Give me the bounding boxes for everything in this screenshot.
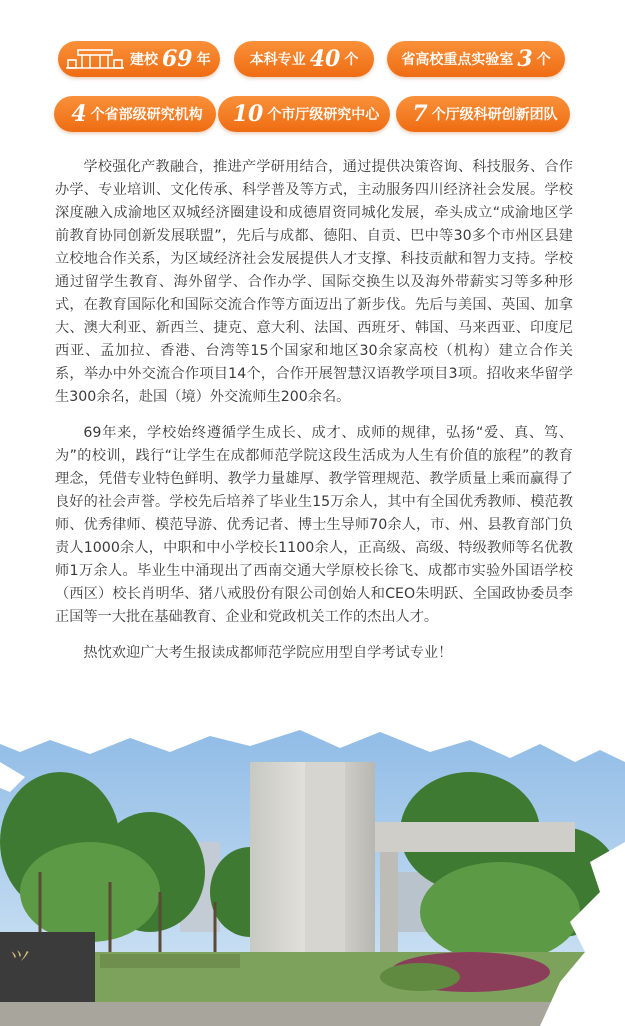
badge-founded: 建校 69 年 — [58, 41, 220, 77]
school-gate-icon — [64, 47, 126, 71]
svg-text:⺍: ⺍ — [10, 948, 30, 972]
paragraph-history: 69年来，学校始终遵循学生成长、成才、成师的规律，弘扬“爱、真、笃、为”的校训，践行“让学生在成都师范学院这段生活成为人生有价值的旅程”的教育理念，凭借专业特色鲜明、教学力量雄厚、教学管理规范、教学质量上乘而赢得了良好的社会声誉。学校先后培养了毕业生15万余人，其中有全国优秀教师、模范教师、优秀律师、模范导游、优秀记者、博士生导师70余人，市、州、县教育部门负责人1000余人，中职和中小学校长1100余人，正高级、高级、特级教师等名优教师1万余人。毕业生中涌现出了西南交通大学原校长徐飞、成都市实验外国语学校（西区）校长肖明华、猪八戒股份有限公司创始人和CEO朱明跃、全国政协委员李正国等一大批在基础教育、企业和党政机关工作的杰出人才。 — [55, 425, 573, 625]
badge-majors: 本科专业 40 个 — [234, 41, 374, 77]
intro-text — [55, 156, 573, 678]
campus-photo-illustration — [0, 722, 625, 1026]
badge-research-teams: 7 个厅级科研创新团队 — [396, 96, 570, 132]
paragraph-welcome: 热忱欢迎广大考生报读成都师范学院应用型自学考试专业！ — [83, 645, 453, 661]
badge-city-centers: 10 个市厅级研究中心 — [218, 96, 390, 132]
badge-key-labs: 省高校重点实验室 3 个 — [387, 41, 565, 77]
campus-gate-photo — [0, 722, 625, 1026]
stats-badges — [0, 0, 625, 150]
paragraph-cooperation: 学校强化产教融合，推进产学研用结合，通过提供决策咨询、科技服务、合作办学、专业培训、文化传承、科学普及等方式，主动服务四川经济社会发展。学校深度融入成渝地区双城经济圈建设和成德眉资同城化发展，牵头成立“成渝地区学前教育协同创新发展联盟”，先后与成都、德阳、自贡、巴中等30多个市州区县建立校地合作关系，为区域经济社会发展提供人才支撑、科技贡献和智力支持。学校通过留学生教育、海外留学、合作办学、国际交换生以及海外带薪实习等多种形式，在教育国际化和国际交流合作等方面迈出了新步伐。先后与美国、英国、加拿大、澳大利亚、新西兰、捷克、意大利、法国、西班牙、韩国、马来西亚、印度尼西亚、孟加拉、香港、台湾等15个国家和地区30余家高校（机构）建立合作关系，举办中外交流合作项目14个，合作开展智慧汉语教学项目3项。招收来华留学生300余名，赴国（境）外交流师生200余名。 — [55, 159, 573, 405]
badge-provincial-institutes: 4 个省部级研究机构 — [54, 96, 216, 132]
